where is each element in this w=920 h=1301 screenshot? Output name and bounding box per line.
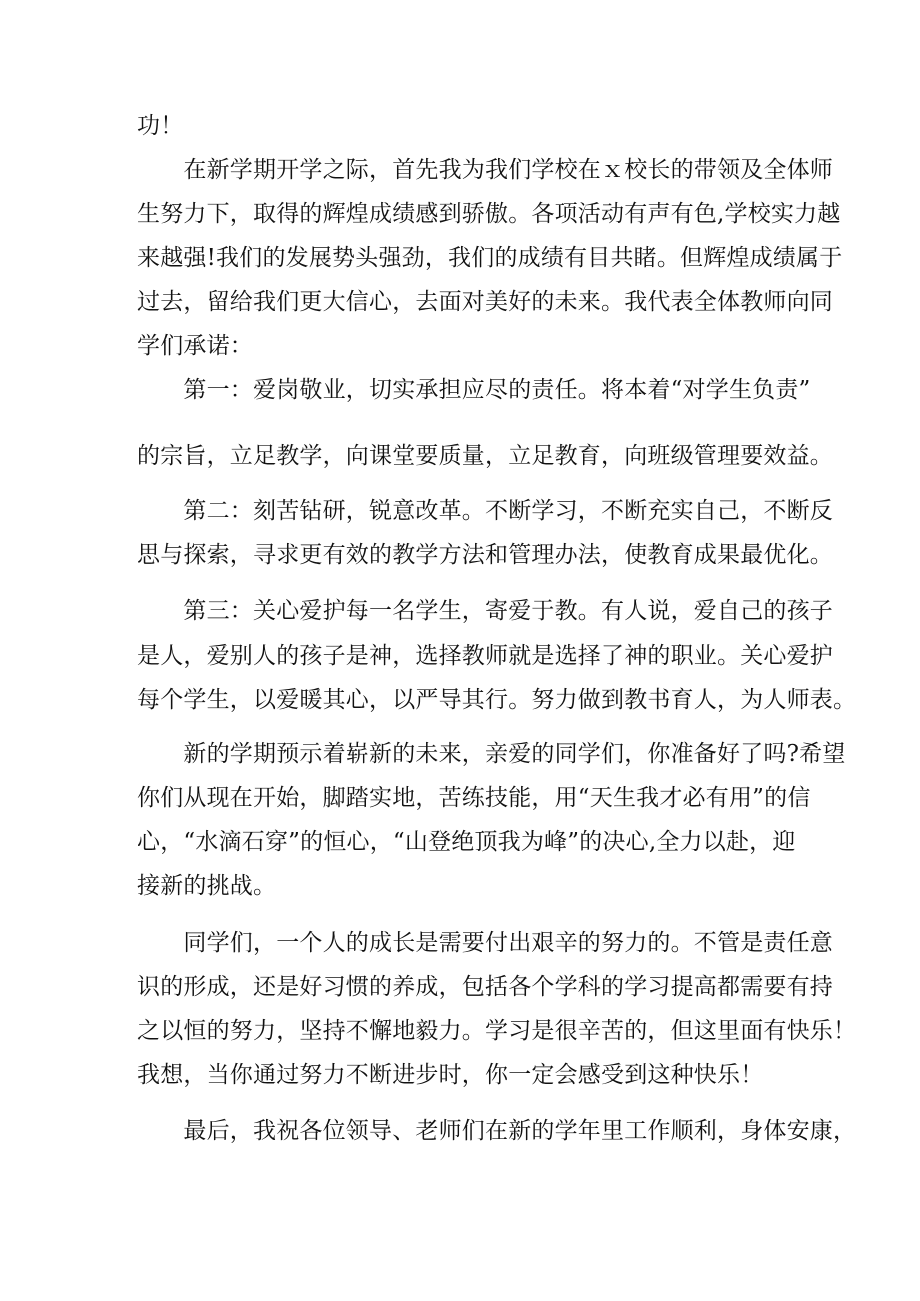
- text-line: 过去，留给我们更大信心，去面对美好的未来。我代表全体教师向同: [137, 289, 833, 315]
- text-line: 你们从现在开始，脚踏实地，苦练技能，用“天生我才必有用”的信: [137, 785, 811, 811]
- text-line: 同学们，一个人的成长是需要付出艰辛的努力的。不管是责任意: [137, 930, 833, 956]
- text-line: 心，“水滴石穿”的恒心，“山登绝顶我为峰”的决心,全力以赴，迎: [137, 829, 796, 855]
- text-line: 接新的挑战。: [137, 873, 277, 899]
- text-line: 我想，当你通过努力不断进步时，你一定会感受到这种快乐！: [137, 1062, 764, 1088]
- text-line: 学们承诺：: [137, 333, 253, 359]
- text-line: 来越强!我们的发展势头强劲，我们的成绩有目共睹。但辉煌成绩属于: [137, 245, 843, 271]
- text-line: 识的形成，还是好习惯的养成，包括各个学科的学习提高都需要有持: [137, 974, 833, 1000]
- text-line: 第三：关心爱护每一名学生，寄爱于教。有人说，爱自己的孩子: [137, 598, 833, 624]
- text-line: 之以恒的努力，坚持不懈地毅力。学习是很辛苦的，但这里面有快乐！: [137, 1018, 857, 1044]
- text-line: 新的学期预示着崭新的未来，亲爱的同学们，你准备好了吗?希望: [137, 741, 846, 767]
- text-line: 的宗旨，立足教学，向课堂要质量，立足教育，向班级管理要效益。: [137, 443, 833, 469]
- text-line: 最后，我祝各位领导、老师们在新的学年里工作顺利，身体安康，: [137, 1118, 857, 1144]
- text-line: 第一：爱岗敬业，切实承担应尽的责任。将本着“对学生负责”: [137, 377, 811, 403]
- text-line: 第二：刻苦钻研，锐意改革。不断学习，不断充实自己，不断反: [137, 498, 833, 524]
- text-line: 思与探索，寻求更有效的教学方法和管理办法，使教育成果最优化。: [137, 542, 833, 568]
- text-line: 每个学生，以爱暖其心，以严导其行。努力做到教书育人，为人师表。: [137, 687, 857, 713]
- text-line: 是人，爱别人的孩子是神，选择教师就是选择了神的职业。关心爱护: [137, 643, 833, 669]
- text-line: 在新学期开学之际，首先我为我们学校在ｘ校长的带领及全体师: [137, 157, 833, 183]
- text-line: 功！: [137, 113, 184, 139]
- text-line: 生努力下，取得的辉煌成绩感到骄傲。各项活动有声有色,学校实力越: [137, 201, 841, 227]
